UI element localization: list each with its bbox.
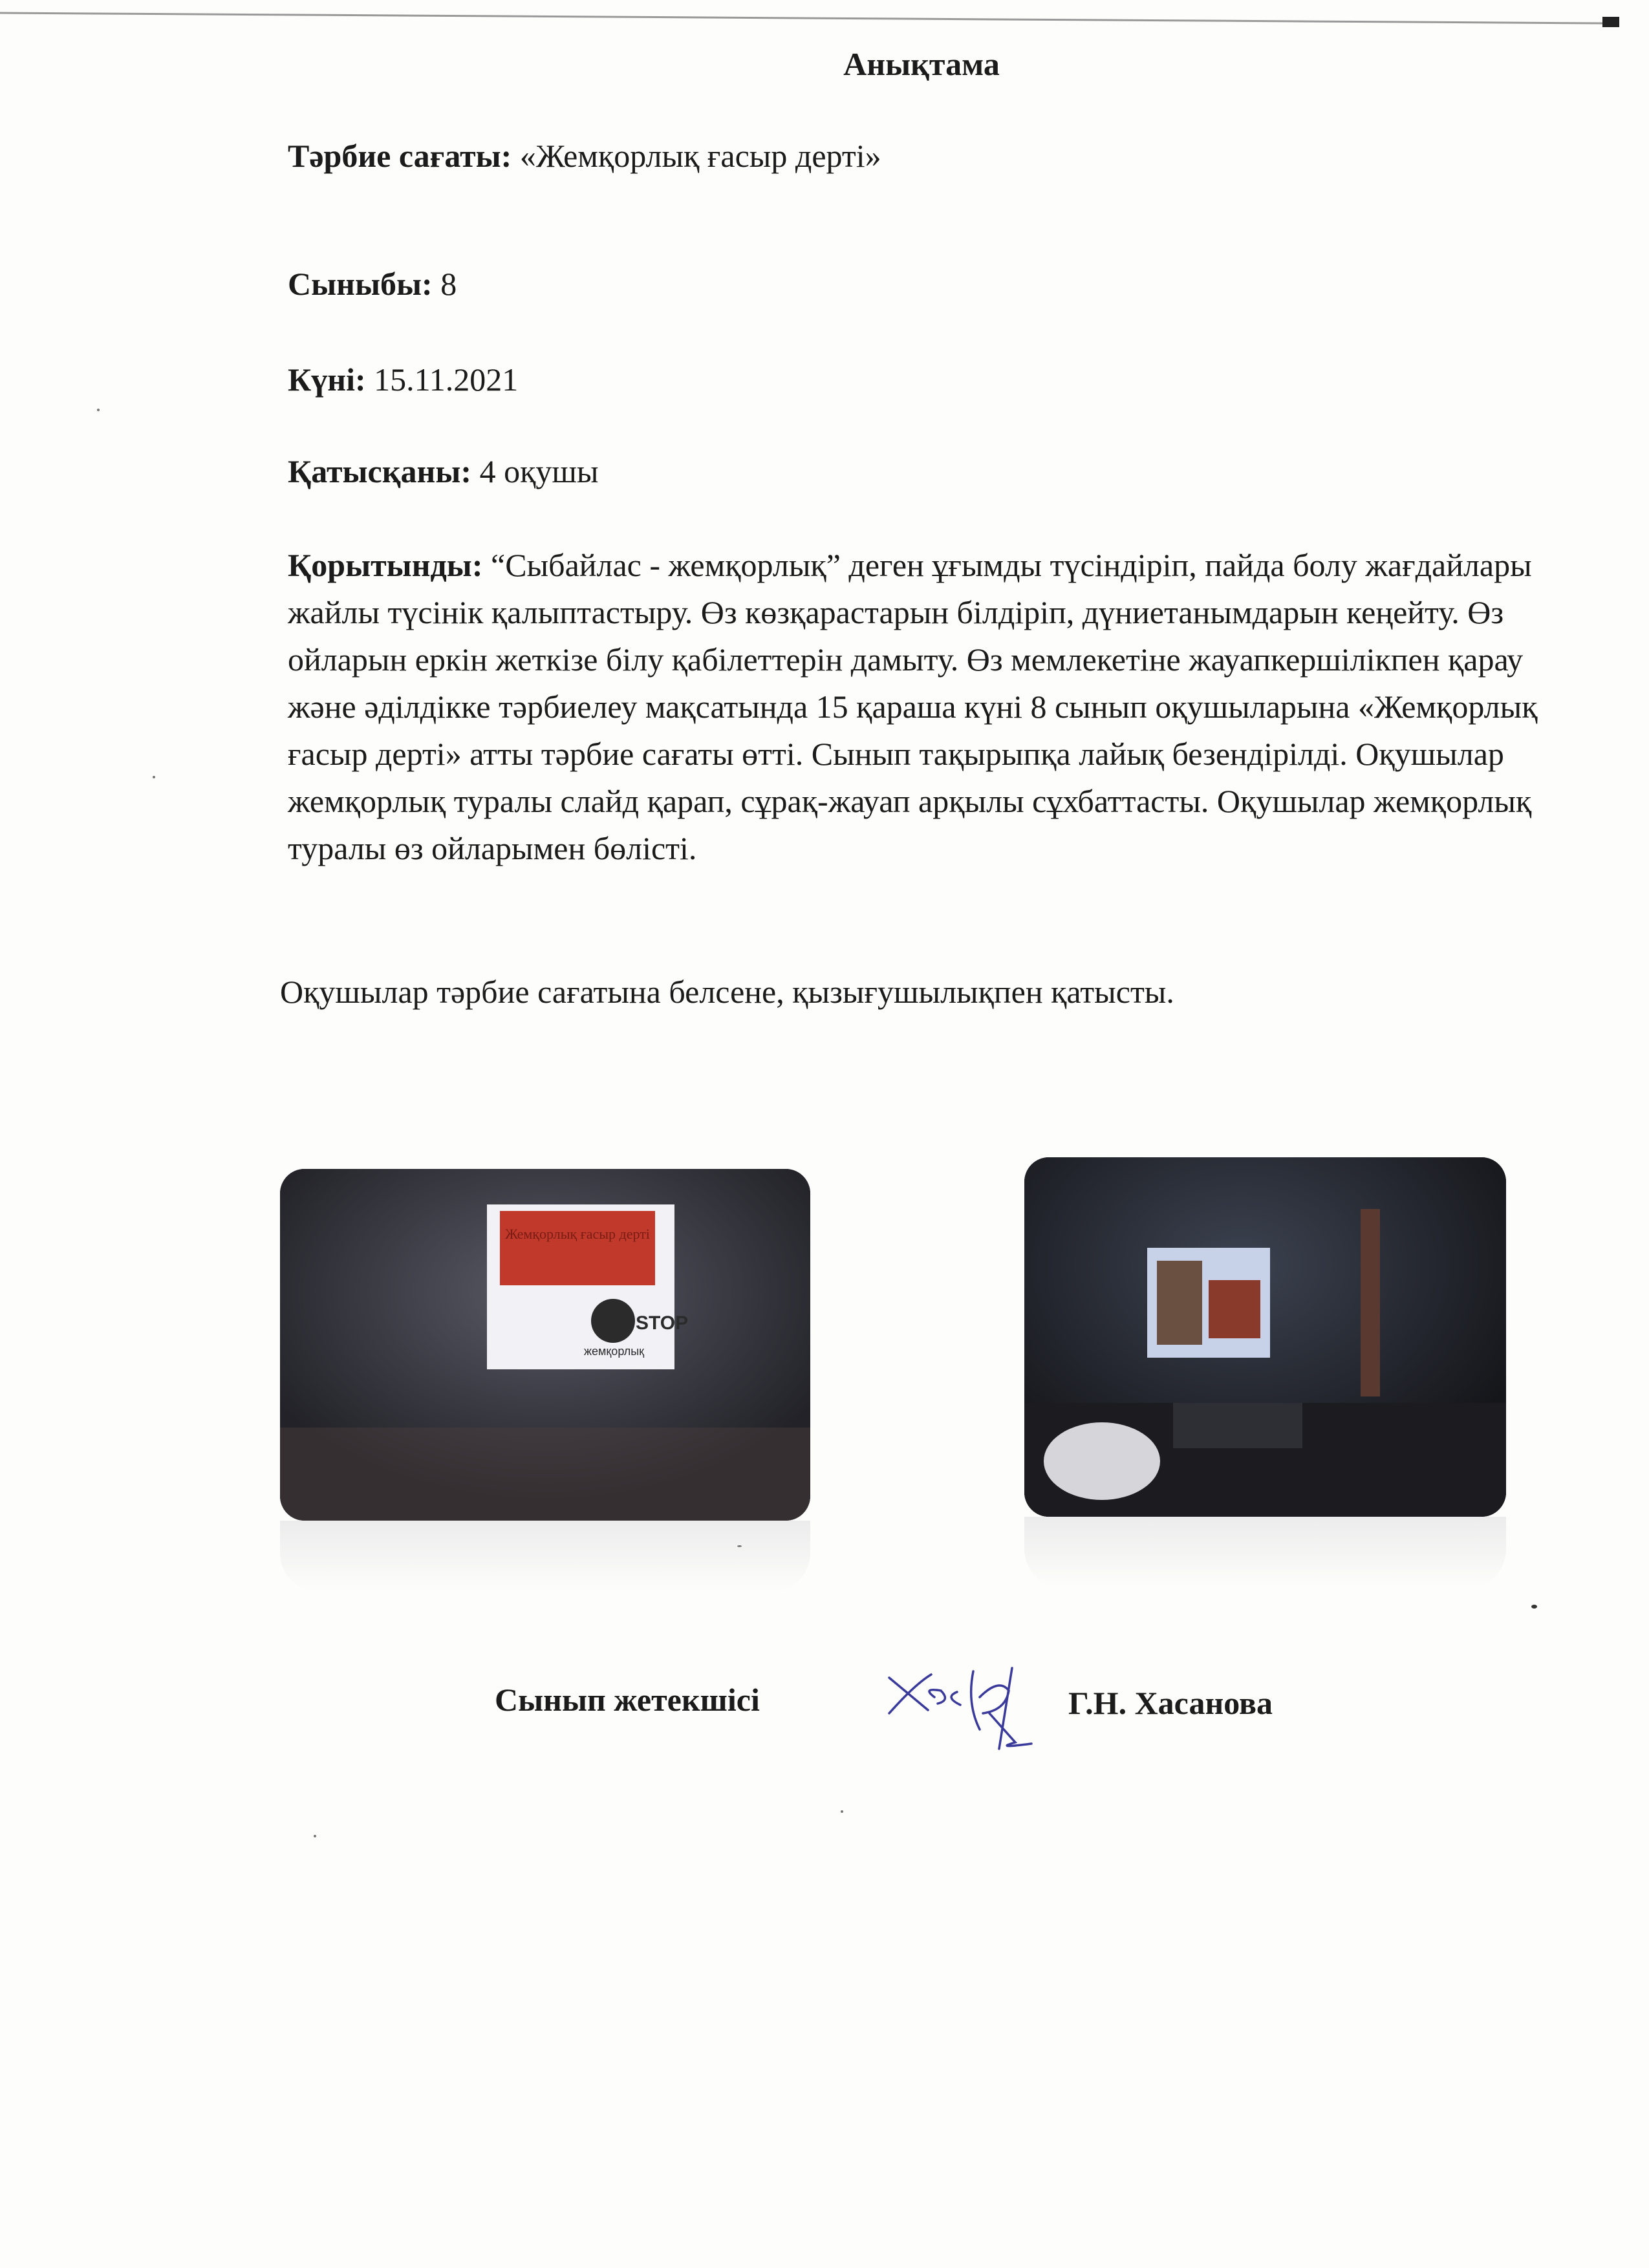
- scan-speck: [97, 409, 100, 411]
- slide-caption-text: жемқорлық: [584, 1345, 645, 1358]
- date-value: 15.11.2021: [374, 361, 519, 398]
- photo-classroom: [1024, 1157, 1506, 1517]
- date-label: Күні:: [288, 361, 366, 398]
- scan-speck: [1531, 1605, 1537, 1609]
- signature-role: Сынып жетекшісі: [495, 1682, 760, 1718]
- document-title: Анықтама: [843, 46, 1000, 82]
- scan-speck: [841, 1810, 843, 1813]
- attendance-label: Қатысқаны:: [288, 453, 472, 489]
- slide-stop-text: STOP: [636, 1312, 689, 1334]
- closing-sentence: Оқушылар тәрбие сағатына белсене, қызығушылықпен қатысты.: [280, 974, 1174, 1010]
- signer-name: Г.Н. Хасанова: [1068, 1685, 1273, 1721]
- grade-line: [288, 265, 457, 303]
- handwritten-signature: [876, 1652, 1057, 1768]
- scan-edge-line: [0, 9, 1649, 27]
- slide-title-text: Жемқорлық ғасыр дерті: [505, 1226, 650, 1242]
- event-value: «Жемқорлық ғасыр дерті»: [519, 138, 881, 174]
- conclusion-text: “Сыбайлас - жемқорлық” деген ұғымды түсіндіріп, пайда болу жағдайлары жайлы түсінік қалыптастыру. Өз көзқарастарын білдіріп, дүниетанымдарын кеңейту. Өз ойларын еркін жеткізе білу қабілеттерін дамыту. Өз мемлекетіне жауапкершілікпен қарау және әділдікке тәрбиелеу мақсатында 15 қараша күні 8 сынып оқушыларына «Жемқорлық ғасыр дерті» атты тәрбие сағаты өтті. Сынып тақырыпқа лайық безендірілді. Оқушылар жемқорлық туралы слайд қарап, сұрақ-жауап арқылы сұхбаттасты. Оқушылар жемқорлық туралы өз ойларымен бөлісті.: [288, 547, 1538, 866]
- photo-1-reflection: [280, 1521, 810, 1592]
- date-line: [288, 361, 518, 398]
- conclusion-label: Қорытынды:: [288, 547, 483, 583]
- photo-slide-projection: [280, 1169, 810, 1521]
- event-label: Тәрбие сағаты:: [288, 138, 512, 174]
- scan-speck: [153, 776, 155, 778]
- grade-label: Сыныбы:: [288, 266, 433, 302]
- scan-speck: [314, 1835, 316, 1837]
- attendance-value: 4 оқушы: [479, 453, 599, 489]
- event-line: [288, 137, 881, 175]
- scan-speck: [737, 1545, 742, 1547]
- photo-2-reflection: [1024, 1517, 1506, 1588]
- grade-value: 8: [440, 266, 457, 302]
- attendance-line: [288, 453, 598, 490]
- conclusion-paragraph: [288, 542, 1555, 872]
